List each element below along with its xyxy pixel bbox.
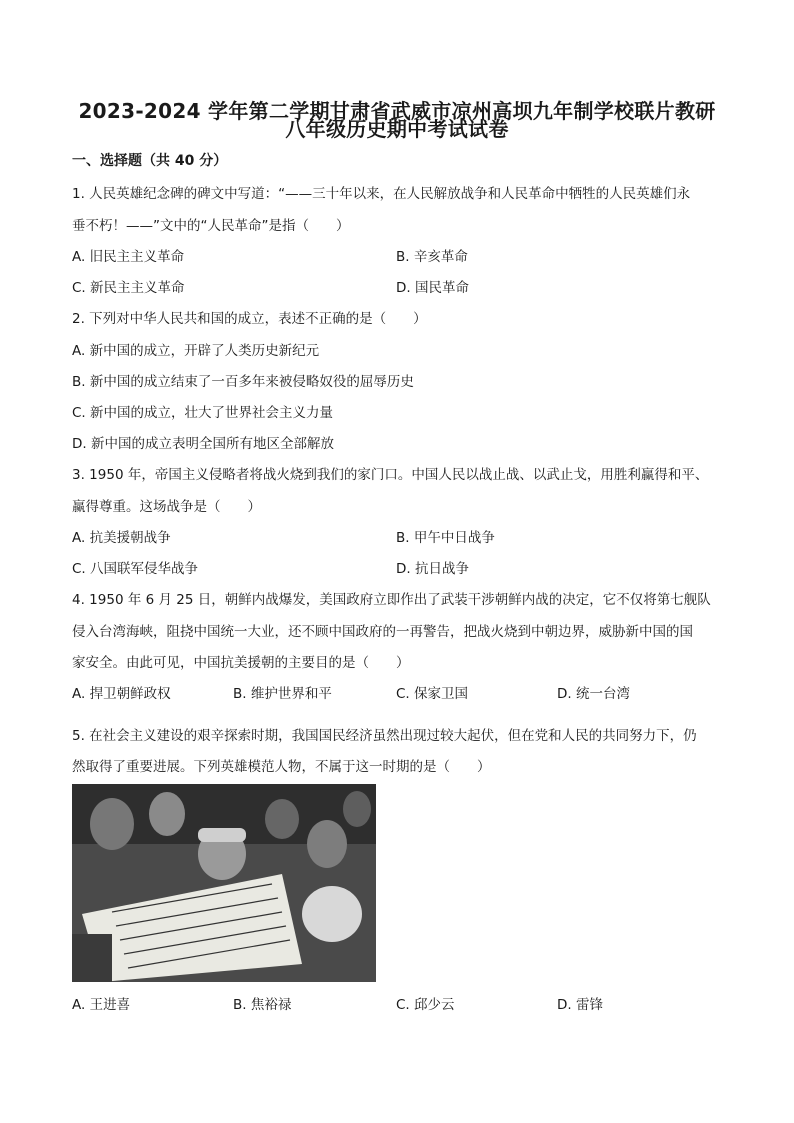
- section-heading: 一、选择题（共 40 分）: [72, 153, 228, 169]
- q4-stem-line2: 侵入台湾海峡，阻挠中国统一大业，还不顾中国政府的一再警告，把战火烧到中朝边界，威胁新中国的国: [72, 624, 693, 640]
- q2-option-c: C. 新中国的成立，壮大了世界社会主义力量: [72, 405, 334, 421]
- q2-option-b: B. 新中国的成立结束了一百多年来被侵略奴役的屈辱历史: [72, 374, 414, 390]
- q4-option-b: B. 维护世界和平: [233, 686, 332, 702]
- q5-stem-line2: 然取得了重要进展。下列英雄模范人物，不属于这一时期的是（ ）: [72, 759, 491, 775]
- exam-title-line2: 八年级历史期中考试试卷: [285, 117, 509, 141]
- q4-option-d: D. 统一台湾: [557, 686, 630, 702]
- historical-photo: [72, 784, 376, 982]
- q1-option-d: D. 国民革命: [396, 280, 469, 296]
- q5-option-a: A. 王进喜: [72, 997, 131, 1013]
- q5-option-d: D. 雷锋: [557, 997, 603, 1013]
- q5-option-c: C. 邱少云: [396, 997, 455, 1013]
- q3-option-b: B. 甲午中日战争: [396, 530, 495, 546]
- q4-option-c: C. 保家卫国: [396, 686, 469, 702]
- q2-option-d: D. 新中国的成立表明全国所有地区全部解放: [72, 436, 334, 452]
- q5-option-b: B. 焦裕禄: [233, 997, 292, 1013]
- q2-option-a: A. 新中国的成立，开辟了人类历史新纪元: [72, 343, 320, 359]
- q1-option-c: C. 新民主主义革命: [72, 280, 185, 296]
- q5-stem-line1: 5. 在社会主义建设的艰辛探索时期，我国国民经济虽然出现过较大起伏，但在党和人民的共同努力下，仍: [72, 728, 697, 744]
- q4-stem-line3: 家安全。由此可见，中国抗美援朝的主要目的是（ ）: [72, 655, 410, 671]
- q1-stem-line2: 垂不朽！——”文中的“人民革命”是指（ ）: [72, 218, 350, 234]
- exam-title-line1: 2023-2024 学年第二学期甘肃省武威市凉州高坝九年制学校联片教研: [78, 99, 716, 123]
- q3-stem-line1: 3. 1950 年，帝国主义侵略者将战火烧到我们的家门口。中国人民以战止战、以武止戈，用胜利赢得和平、: [72, 467, 709, 483]
- q1-stem-line1: 1. 人民英雄纪念碑的碑文中写道：“——三十年以来，在人民解放战争和人民革命中牺牲的人民英雄们永: [72, 186, 691, 202]
- q3-option-d: D. 抗日战争: [396, 561, 469, 577]
- q3-option-a: A. 抗美援朝战争: [72, 530, 171, 546]
- q2-stem: 2. 下列对中华人民共和国的成立，表述不正确的是（ ）: [72, 311, 427, 327]
- crowd-reading-newspaper-image: [72, 784, 376, 982]
- q4-stem-line1: 4. 1950 年 6 月 25 日，朝鲜内战爆发，美国政府立即作出了武装干涉朝鲜内战的决定，它不仅将第七舰队: [72, 592, 711, 608]
- q4-option-a: A. 捍卫朝鲜政权: [72, 686, 171, 702]
- q3-stem-line2: 赢得尊重。这场战争是（ ）: [72, 499, 261, 515]
- q1-option-a: A. 旧民主主义革命: [72, 249, 185, 265]
- q3-option-c: C. 八国联军侵华战争: [72, 561, 199, 577]
- q1-option-b: B. 辛亥革命: [396, 249, 468, 265]
